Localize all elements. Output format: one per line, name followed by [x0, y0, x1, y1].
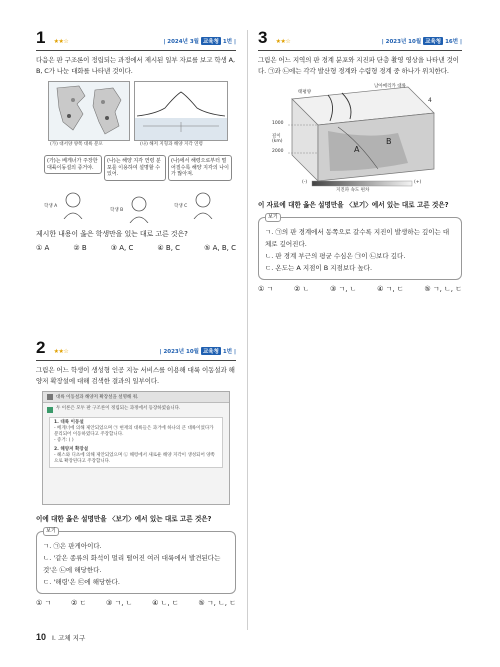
question-ask: 이에 대한 옳은 설명만을 〈보기〉에서 있는 대로 고른 것은? — [36, 515, 212, 523]
depth-label: 깊이 (km) — [272, 134, 283, 144]
student-a-label: 학생 A — [44, 204, 58, 209]
choice-5[interactable]: ⑤ A, B, C — [204, 244, 236, 252]
choice-3[interactable]: ③ ㄱ, ㄴ — [105, 599, 133, 607]
question-number: 3 — [258, 28, 268, 47]
student-dialogue — [36, 151, 236, 225]
figure-caption-right: (나) 해저 지형과 해양 지각 연령 — [140, 142, 203, 147]
answer-body — [49, 417, 223, 468]
choice-3[interactable]: ③ ㄱ, ㄴ — [329, 285, 357, 293]
choice-4[interactable]: ④ ㄱ, ㄷ — [377, 285, 404, 293]
answer-choices — [258, 284, 462, 294]
chapter-title: I. 고체 지구 — [52, 634, 86, 642]
question-source — [382, 37, 462, 45]
question-2-header — [36, 338, 236, 361]
column-divider — [247, 30, 248, 630]
question-source — [163, 37, 236, 45]
source-tag: 교육청 — [202, 349, 219, 355]
student-b-figure — [128, 195, 150, 227]
question-3 — [258, 28, 462, 294]
source-number: 1번 | — [222, 349, 236, 355]
answer-item-1-evidence: - 증거: ( ) — [54, 438, 74, 443]
label-pacific: 태평양 — [298, 90, 312, 95]
bogi-item-3: ㄷ. '해령'은 ㉢에 해당한다. — [43, 578, 120, 586]
student-c-figure — [192, 191, 214, 223]
answer-choices — [36, 244, 236, 252]
chat-query: 대륙 이동설과 해양저 확장설을 설명해 줘. — [56, 395, 139, 400]
student-c-label: 학생 C — [174, 204, 188, 209]
point-b: B — [386, 137, 392, 146]
tomography-figure — [258, 81, 462, 193]
point-a: A — [354, 145, 360, 154]
choice-1[interactable]: ① ㄱ — [36, 599, 52, 607]
speech-bubble-a: (가)는 베게너가 주장한 대륙이동설의 증거야. — [44, 155, 102, 174]
legend-velocity: 지진파 속도 편차 — [336, 188, 370, 193]
question-stem: 그림은 어느 학생이 생성형 인공 지능 서비스를 이용해 대륙 이동설과 해양저 확장설에 대해 검색한 결과의 일부이다. — [36, 366, 235, 385]
choice-2[interactable]: ② ㄷ — [70, 599, 87, 607]
student-b-label: 학생 B — [110, 208, 124, 213]
bogi-item-2: ㄴ. 판 경계 부근의 평균 수심은 ㉠이 ㉡보다 깊다. — [265, 252, 406, 260]
source-tag: 교육청 — [425, 39, 442, 45]
student-a-figure — [62, 191, 84, 223]
legend-plus: (+) — [414, 180, 422, 185]
question-2 — [36, 338, 236, 608]
ai-icon — [47, 407, 53, 413]
difficulty-stars: ★★☆ — [275, 38, 291, 45]
legend-minus: (-) — [302, 180, 308, 185]
bogi-item-3: ㄷ. 온도는 A 지점이 B 지점보다 높다. — [265, 264, 373, 272]
answer-choices — [36, 598, 236, 608]
bogi-item-1: ㄱ. ㉠의 판 경계에서 동쪽으로 갈수록 지진이 발생하는 깊이는 대체로 깊어진다. — [265, 228, 450, 248]
answer-item-1: 1. 대륙 이동설 — [54, 420, 84, 425]
question-stem: 그림은 어느 지역의 판 경계 분포와 지진파 단층 촬영 영상을 나타낸 것이다. ㉠과 ㉡에는 각각 발산형 경계와 수렴형 경계 중 하나가 위치한다. — [258, 56, 459, 75]
question-1-figure — [36, 81, 236, 151]
question-stem: 다음은 판 구조론이 정립되는 과정에서 제시된 일부 자료를 보고 학생 A, B, C가 나눈 대화를 나타낸 것이다. — [36, 56, 235, 75]
source-date: | 2023년 10월 — [381, 39, 422, 45]
bogi-item-1: ㄱ. ㉠은 판게아이다. — [43, 542, 102, 550]
seafloor-profile — [134, 81, 228, 141]
depth-2000: 2000 — [272, 149, 284, 154]
question-ask: 이 자료에 대한 옳은 설명만을 〈보기〉에서 있는 대로 고른 것은? — [258, 201, 449, 209]
choice-5[interactable]: ⑤ ㄱ, ㄴ, ㄷ — [198, 599, 236, 607]
question-source — [160, 347, 236, 355]
chat-window — [42, 391, 230, 505]
continent-map — [48, 81, 130, 141]
question-1 — [36, 28, 236, 252]
question-number: 1 — [36, 28, 46, 47]
question-3-header — [258, 28, 462, 51]
question-ask: 제시한 내용이 옳은 학생만을 있는 대로 고른 것은? — [36, 230, 188, 238]
answer-item-2-text: - 헤스와 디츠에 의해 제안되었으며 ㉡ 해령에서 새로운 해양 지각이 생성되어 양쪽으로 확장된다고 주장합니다. — [54, 453, 215, 464]
source-number: 16번 | — [445, 39, 462, 45]
ai-chat-screenshot — [36, 391, 236, 507]
choice-1[interactable]: ① ㄱ — [258, 285, 274, 293]
choice-2[interactable]: ② B — [73, 244, 87, 252]
choice-1[interactable]: ① A — [36, 244, 50, 252]
page-number: 10 — [36, 632, 47, 642]
user-icon — [47, 394, 53, 400]
answer-item-1-text: - 베게너에 의해 제안되었으며 ㉠ 현재의 대륙들은 과거에 하나의 큰 대륙이었다가 분리되어 이동하였다고 주장합니다. — [54, 426, 214, 437]
chat-query-bar — [43, 392, 229, 403]
speech-bubble-b: (나)는 해양 지각 연령 분포를 이용하여 설명할 수 있어. — [104, 155, 166, 181]
speech-bubble-c: (나)에서 해령으로부터 멀어질수록 해양 지각의 나이가 많아져. — [168, 155, 232, 181]
bogi-box — [36, 528, 236, 594]
choice-2[interactable]: ② ㄴ — [293, 285, 310, 293]
source-date: | 2023년 10월 — [159, 349, 199, 355]
label-cut: 4 — [428, 97, 432, 104]
difficulty-stars: ★★☆ — [53, 348, 69, 355]
choice-3[interactable]: ③ A, C — [110, 244, 134, 252]
figure-caption-left: (가) 대서양 양쪽 대륙 분포 — [50, 142, 103, 147]
bogi-label: 보기 — [43, 527, 59, 536]
source-date: | 2024년 3월 — [163, 39, 199, 45]
answer-intro: 두 이론은 모두 판 구조론이 정립되는 과정에서 등장하였습니다. — [56, 406, 181, 411]
choice-5[interactable]: ⑤ ㄱ, ㄴ, ㄷ — [424, 285, 462, 293]
difficulty-stars: ★★☆ — [53, 38, 69, 45]
choice-4[interactable]: ④ B, C — [157, 244, 181, 252]
question-1-header — [36, 28, 236, 51]
choice-4[interactable]: ④ ㄴ, ㄷ — [152, 599, 179, 607]
bogi-label: 보기 — [265, 213, 281, 222]
question-number: 2 — [36, 338, 46, 357]
chat-answer — [43, 403, 229, 413]
page-footer — [36, 632, 85, 642]
label-continent: 남아메리카 대륙 — [374, 84, 406, 89]
depth-1000: 1000 — [272, 121, 284, 126]
answer-item-2: 2. 해양저 확장설 — [54, 447, 89, 452]
source-tag: 교육청 — [202, 39, 219, 45]
source-number: 1번 | — [222, 39, 236, 45]
bogi-box — [258, 214, 462, 280]
bogi-item-2: ㄴ. '같은 종류의 화석이 멀리 떨어진 여러 대륙에서 발견된다는 것'은 ㉡에 해당한다. — [43, 554, 221, 574]
